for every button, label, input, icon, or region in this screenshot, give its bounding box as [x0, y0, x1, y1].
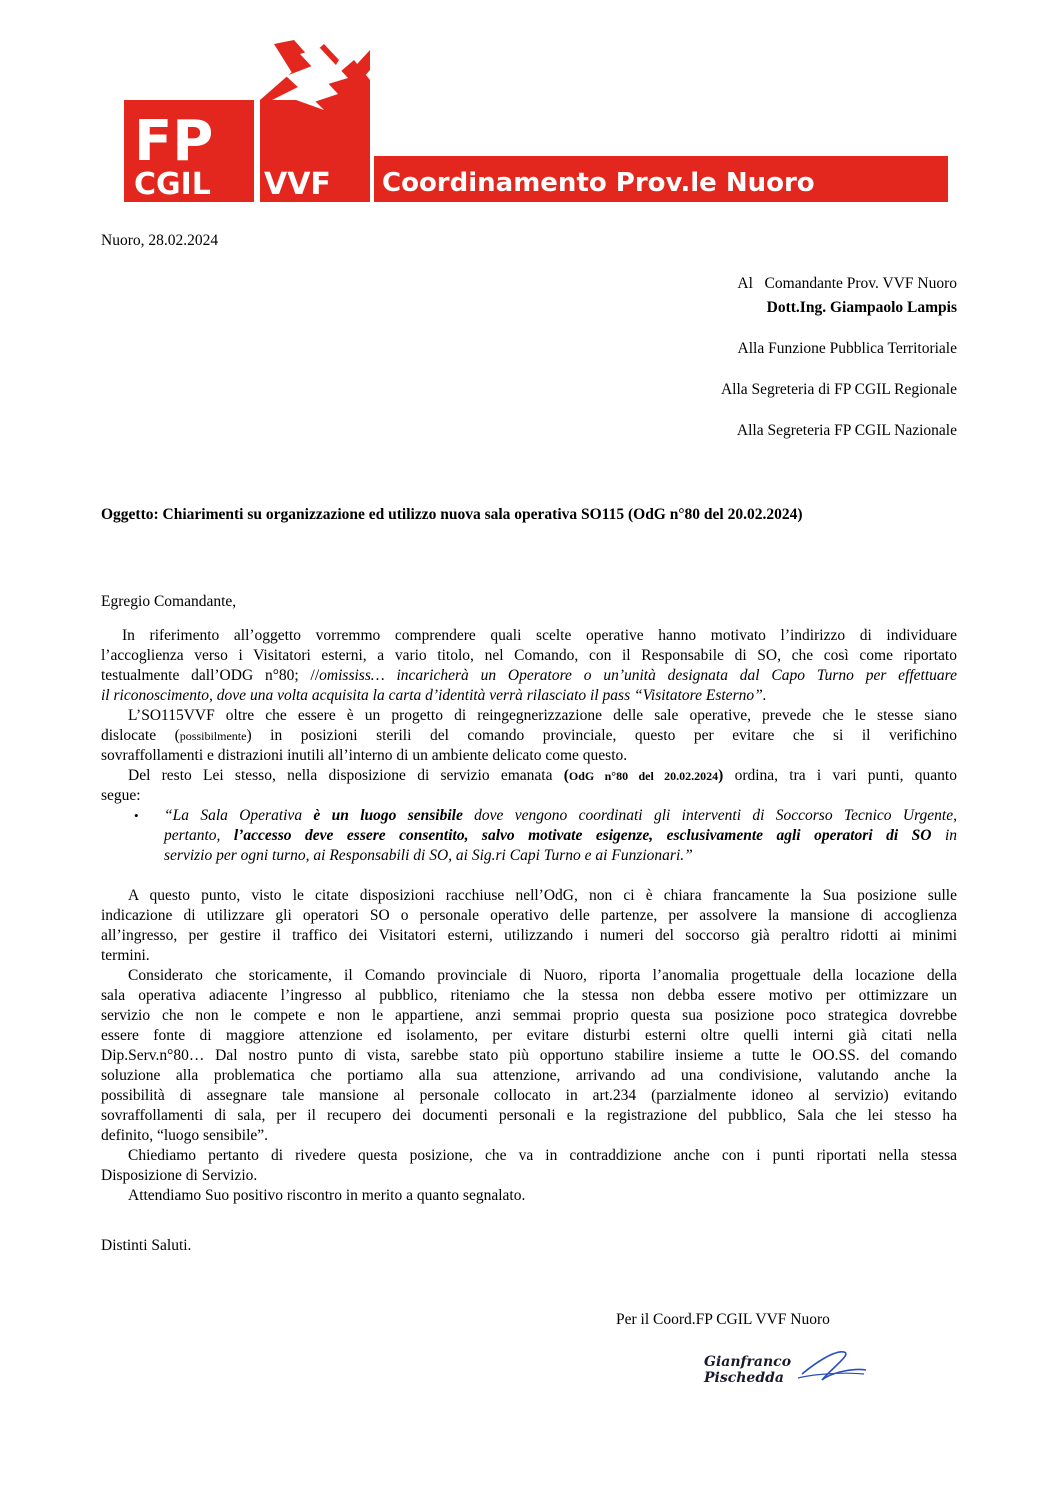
- p1-line: l’accoglienza verso i Visitatori esterni, a vario titolo, nel Comando, con il Responsabile di SO, che così come riportato: [101, 647, 957, 664]
- quote-text: pertanto,: [164, 827, 234, 844]
- recipient-segreteria-nazionale: Alla Segreteria FP CGIL Nazionale: [736, 422, 957, 439]
- fp-cgil-vvf-logo: [124, 40, 948, 204]
- p5-line: possibilità di assegnare tale mansione al personale collocato in art.234 (parzialmente idoneo al servizio) evitando: [101, 1087, 957, 1104]
- quote-bold-text: è un luogo sensibile: [313, 807, 463, 824]
- p3-odg-ref: OdG n°80 del 20.02.2024: [568, 769, 719, 783]
- quote-line: servizio per ogni turno, ai Responsabili di SO, ai Sig.ri Capi Turno e ai Funzionari.”: [164, 847, 693, 864]
- p3-text: Del resto Lei stesso, nella disposizione di servizio emanata: [128, 767, 564, 784]
- quote-block: [101, 806, 957, 866]
- logo-fp-text: FP: [134, 109, 214, 174]
- p1-line: [101, 666, 957, 686]
- p3-paren: (: [563, 767, 569, 784]
- p3-paren: ): [718, 767, 724, 784]
- bullet-icon: •: [134, 808, 139, 823]
- letter-body: [101, 626, 957, 1206]
- recipient-segreteria-regionale: Alla Segreteria di FP CGIL Regionale: [720, 381, 957, 398]
- p2-line: sovraffollamenti e distrazioni inutili all’interno di un ambiente delicato come questo.: [101, 747, 628, 764]
- p6-line: Disposizione di Servizio.: [101, 1167, 258, 1184]
- p3-line: [101, 766, 957, 786]
- recipient-funzione-pubblica: Alla Funzione Pubblica Territoriale: [737, 340, 957, 357]
- p4-line: termini.: [101, 947, 150, 964]
- place-date: Nuoro, 28.02.2024: [101, 232, 219, 249]
- quote-text: “La Sala Operativa: [164, 807, 314, 824]
- subject-line: Oggetto: Chiarimenti su organizzazione ed utilizzo nuova sala operativa SO115 (OdG n°80 del 20.02.2024): [101, 506, 803, 523]
- logo-banner-text: Coordinamento Prov.le Nuoro: [382, 168, 815, 198]
- p2-text: ) in posizioni sterili del comando provinciale, questo per evitare che si il verifichino: [246, 727, 957, 744]
- handwritten-signature: [704, 1344, 874, 1388]
- p5-line: definito, “luogo sensibile”.: [101, 1127, 269, 1144]
- recipient-name: Dott.Ing. Giampaolo Lampis: [766, 299, 957, 316]
- p1-quote-text: omississ… incaricherà un Operatore o un’unità designata dal Capo Turno per effettuare: [319, 667, 957, 684]
- p1-text: testualmente dall’ODG n°80; //: [101, 667, 320, 684]
- p3-text: ordina, tra i vari punti, quanto: [723, 767, 957, 784]
- quote-bold-text: l’accesso deve essere consentito, salvo motivate esigenze, esclusivamente agli operatori di SO: [233, 827, 932, 844]
- p3-line: segue:: [101, 787, 141, 804]
- p4-line: indicazione di utilizzare gli operatori SO o personale operativo delle partenze, per assolvere la mansione di accoglienza: [101, 907, 957, 924]
- p2-small-text: possibilmente: [179, 729, 247, 743]
- quote-line: [164, 806, 957, 826]
- signature-stroke: [704, 1344, 874, 1388]
- p4-line: A questo punto, visto le citate disposizioni racchiuse nell’OdG, non ci è chiara francamente la Sua posizione sulle: [128, 887, 957, 904]
- p1-line: In riferimento all’oggetto vorremmo comprendere quali scelte operative hanno motivato l’indirizzo di individuare: [122, 627, 957, 644]
- p2-line: L’SO115VVF oltre che essere è un progetto di reingegnerizzazione delle sale operative, prevede che le stesse siano: [128, 707, 957, 724]
- greeting: Egregio Comandante,: [101, 593, 237, 610]
- closing: Distinti Saluti.: [101, 1237, 192, 1254]
- p2-line: [101, 726, 957, 746]
- signature-line: Per il Coord.FP CGIL VVF Nuoro: [616, 1311, 830, 1328]
- p5-line: essere fonte di maggiore attenzione ed isolamento, per evitare disturbi esterni oltre quelli interni già citati nella: [101, 1027, 957, 1044]
- p5-line: servizio che non le compete e non le appartiene, anzi semmai proprio questa sua posizione poco strategica dovrebbe: [101, 1007, 957, 1024]
- p6-line: Chiediamo pertanto di rivedere questa posizione, che va in contraddizione anche con i punti riportati nella stessa: [128, 1147, 957, 1164]
- recipient-commander: Al Comandante Prov. VVF Nuoro: [737, 275, 957, 292]
- p5-line: soluzione alla problematica che portiamo alla sua attenzione, arrivando ad una condivisione, valutando anche la: [101, 1067, 957, 1084]
- quote-text: dove vengono coordinati gli interventi di Soccorso Tecnico Urgente,: [462, 807, 957, 824]
- p1-line: il riconoscimento, dove una volta acquisita la carta d’identità verrà rilasciato il pass “Visitatore Esterno”.: [101, 687, 767, 704]
- logo-cgil-text: CGIL: [134, 167, 211, 202]
- quote-text: in: [931, 827, 958, 844]
- logo-vvf-text: VVF: [264, 167, 331, 202]
- p5-line: Dip.Serv.n°80… Dal nostro punto di vista, sarebbe stato più opportuno stabilire insieme a tutte le OO.SS. del comando: [101, 1047, 957, 1064]
- p4-line: all’ingresso, per gestire il traffico dei Visitatori esterni, utilizzando i numeri del soccorso già peraltro ridotti ai minimi: [101, 927, 957, 944]
- p7-line: Attendiamo Suo positivo riscontro in merito a quanto segnalato.: [128, 1187, 526, 1204]
- p2-text: dislocate (: [101, 727, 180, 744]
- logo-graphic: [124, 40, 948, 204]
- p5-line: sala operativa adiacente l’ingresso al pubblico, riteniamo che la stessa non debba essere motivo per ottimizzare un: [101, 987, 957, 1004]
- p5-line: Considerato che storicamente, il Comando provinciale di Nuoro, riporta l’anomalia progettuale della locazione della: [128, 967, 957, 984]
- p5-line: sovraffollamenti di sala, per il recupero dei documenti personali e la registrazione del pubblico, Sala che lei stesso ha: [101, 1107, 957, 1124]
- quote-line: [164, 826, 957, 846]
- signature-name: Gianfranco Pischedda: [704, 1354, 792, 1386]
